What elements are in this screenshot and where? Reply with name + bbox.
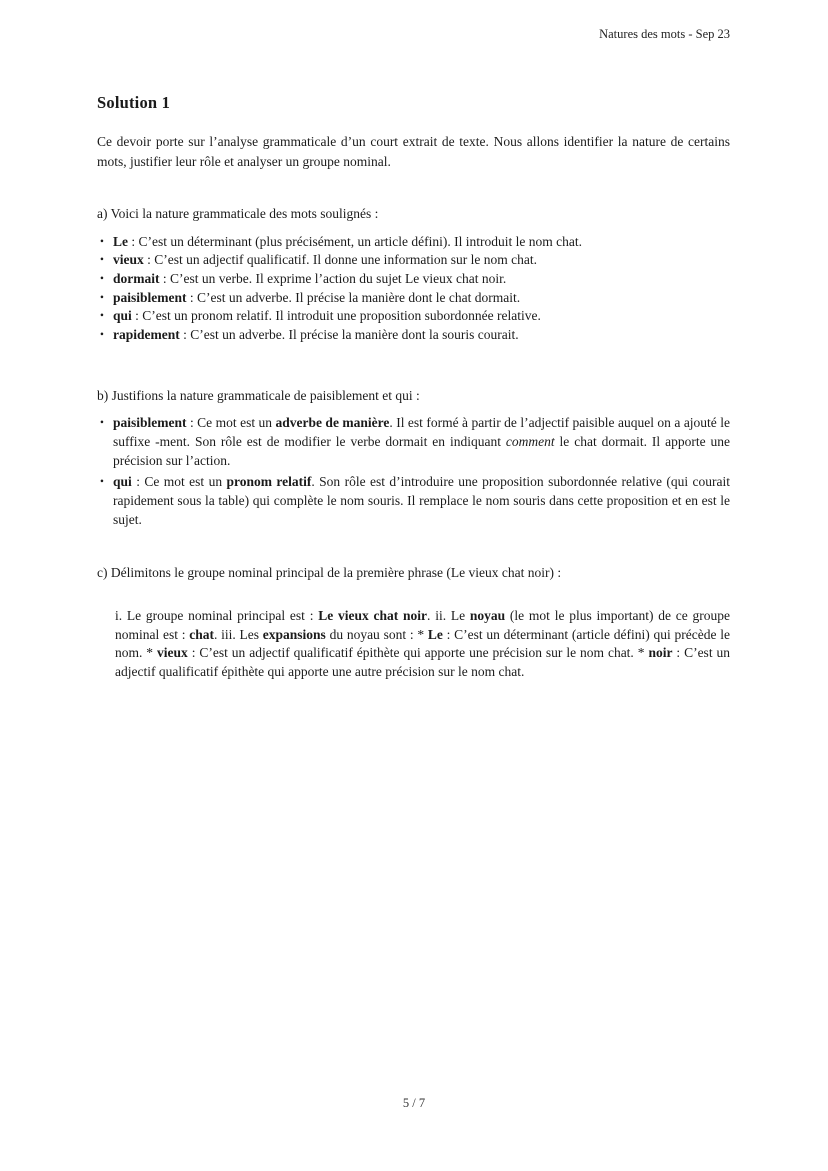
document-content — [97, 93, 730, 682]
text-segment: . iii. Les — [214, 626, 263, 642]
text-segment: paisiblement — [113, 415, 187, 431]
intro-paragraph: Ce devoir porte sur l’analyse grammaticale d’un court extrait de texte. Nous allons identifier la nature de certains mots, justifier leur rôle et analyser un groupe nominal. — [97, 134, 730, 169]
text-segment: Le — [113, 233, 128, 249]
text-segment: : C’est un déterminant (plus précisément, un article défini). Il introduit le nom chat. — [128, 233, 582, 249]
text-segment: . Il est formé à partir de l’adjectif paisible auquel on a ajouté le suffixe -ment. Son rôle est de modifier le verbe dormait en indiquant — [113, 415, 730, 449]
list-item — [97, 251, 730, 270]
text-segment: (le mot le plus important) de ce groupe nominal est : — [115, 607, 730, 642]
text-segment: : C’est un adjectif qualificatif épithète qui apporte une précision sur le nom chat. * — [187, 645, 649, 661]
text-segment: : C’est un pronom relatif. Il introduit une proposition subordonnée relative. — [131, 308, 541, 324]
text-segment: : C’est un adverbe. Il précise la manière dont la souris courait. — [179, 327, 519, 343]
text-segment: : C’est un déterminant (article défini) qui précède le nom. * — [115, 626, 731, 661]
text-segment: comment — [505, 433, 555, 449]
section-c-heading: c) Délimitons le groupe nominal principal de la première phrase (Le vieux chat noir) : — [97, 565, 562, 581]
list-item — [97, 233, 730, 252]
text-segment: du noyau sont : * — [325, 626, 428, 642]
text-segment: : C’est un adjectif qualificatif épithète qui apporte une autre précision sur le nom chat. — [115, 645, 730, 680]
page-title: Solution 1 — [97, 93, 171, 112]
text-segment: i. Le groupe nominal principal est : — [115, 607, 319, 623]
section-a-heading: a) Voici la nature grammaticale des mots soulignés : — [97, 206, 379, 221]
section-c-analysis-paragraph — [97, 607, 730, 682]
list-item — [97, 270, 730, 289]
text-segment: chat — [189, 626, 215, 642]
text-segment: Le vieux chat noir — [318, 607, 428, 623]
text-segment: expansions — [262, 626, 326, 642]
text-segment: qui — [113, 308, 132, 324]
text-segment: adverbe de manière — [275, 415, 390, 431]
text-segment: : Ce mot est un — [131, 474, 227, 490]
text-segment: vieux — [113, 252, 144, 268]
text-segment: . Son rôle est d’introduire une proposition subordonnée relative (qui courait rapidement sous la table) qui complète le nom souris. Il remplace le nom souris dans cette proposition et en est le sujet. — [113, 474, 730, 527]
text-segment: . ii. Le — [427, 607, 470, 623]
section-a-list — [97, 233, 730, 345]
text-segment: Le — [427, 626, 443, 642]
text-segment: noyau — [469, 607, 506, 623]
text-segment: paisiblement — [113, 289, 187, 305]
text-segment: dormait — [113, 270, 160, 286]
document-header — [97, 0, 730, 42]
text-segment: : Ce mot est un — [186, 415, 276, 431]
document-footer — [0, 1096, 828, 1111]
text-segment: : C’est un adverbe. Il précise la manière dont le chat dormait. — [186, 289, 521, 305]
list-item — [97, 307, 730, 326]
list-item — [97, 473, 730, 529]
page-number: 5 / 7 — [402, 1096, 426, 1110]
text-segment: : C’est un verbe. Il exprime l’action du sujet Le vieux chat noir. — [159, 270, 507, 286]
text-segment: qui — [113, 474, 132, 490]
section-b-heading: b) Justifions la nature grammaticale de paisiblement et qui : — [97, 387, 420, 403]
text-segment: le chat dormait. Il apporte une précision sur l’action. — [113, 433, 730, 468]
list-item — [97, 414, 730, 470]
text-segment: pronom relatif — [226, 474, 312, 490]
text-segment: noir — [648, 645, 673, 661]
text-segment: : C’est un adjectif qualificatif. Il donne une information sur le nom chat. — [143, 252, 538, 268]
list-item — [97, 326, 730, 345]
header-text: Natures des mots - Sep 23 — [599, 27, 730, 41]
text-segment: rapidement — [113, 327, 180, 343]
text-segment: vieux — [157, 645, 188, 661]
list-item — [97, 289, 730, 308]
section-b-list — [97, 414, 730, 529]
